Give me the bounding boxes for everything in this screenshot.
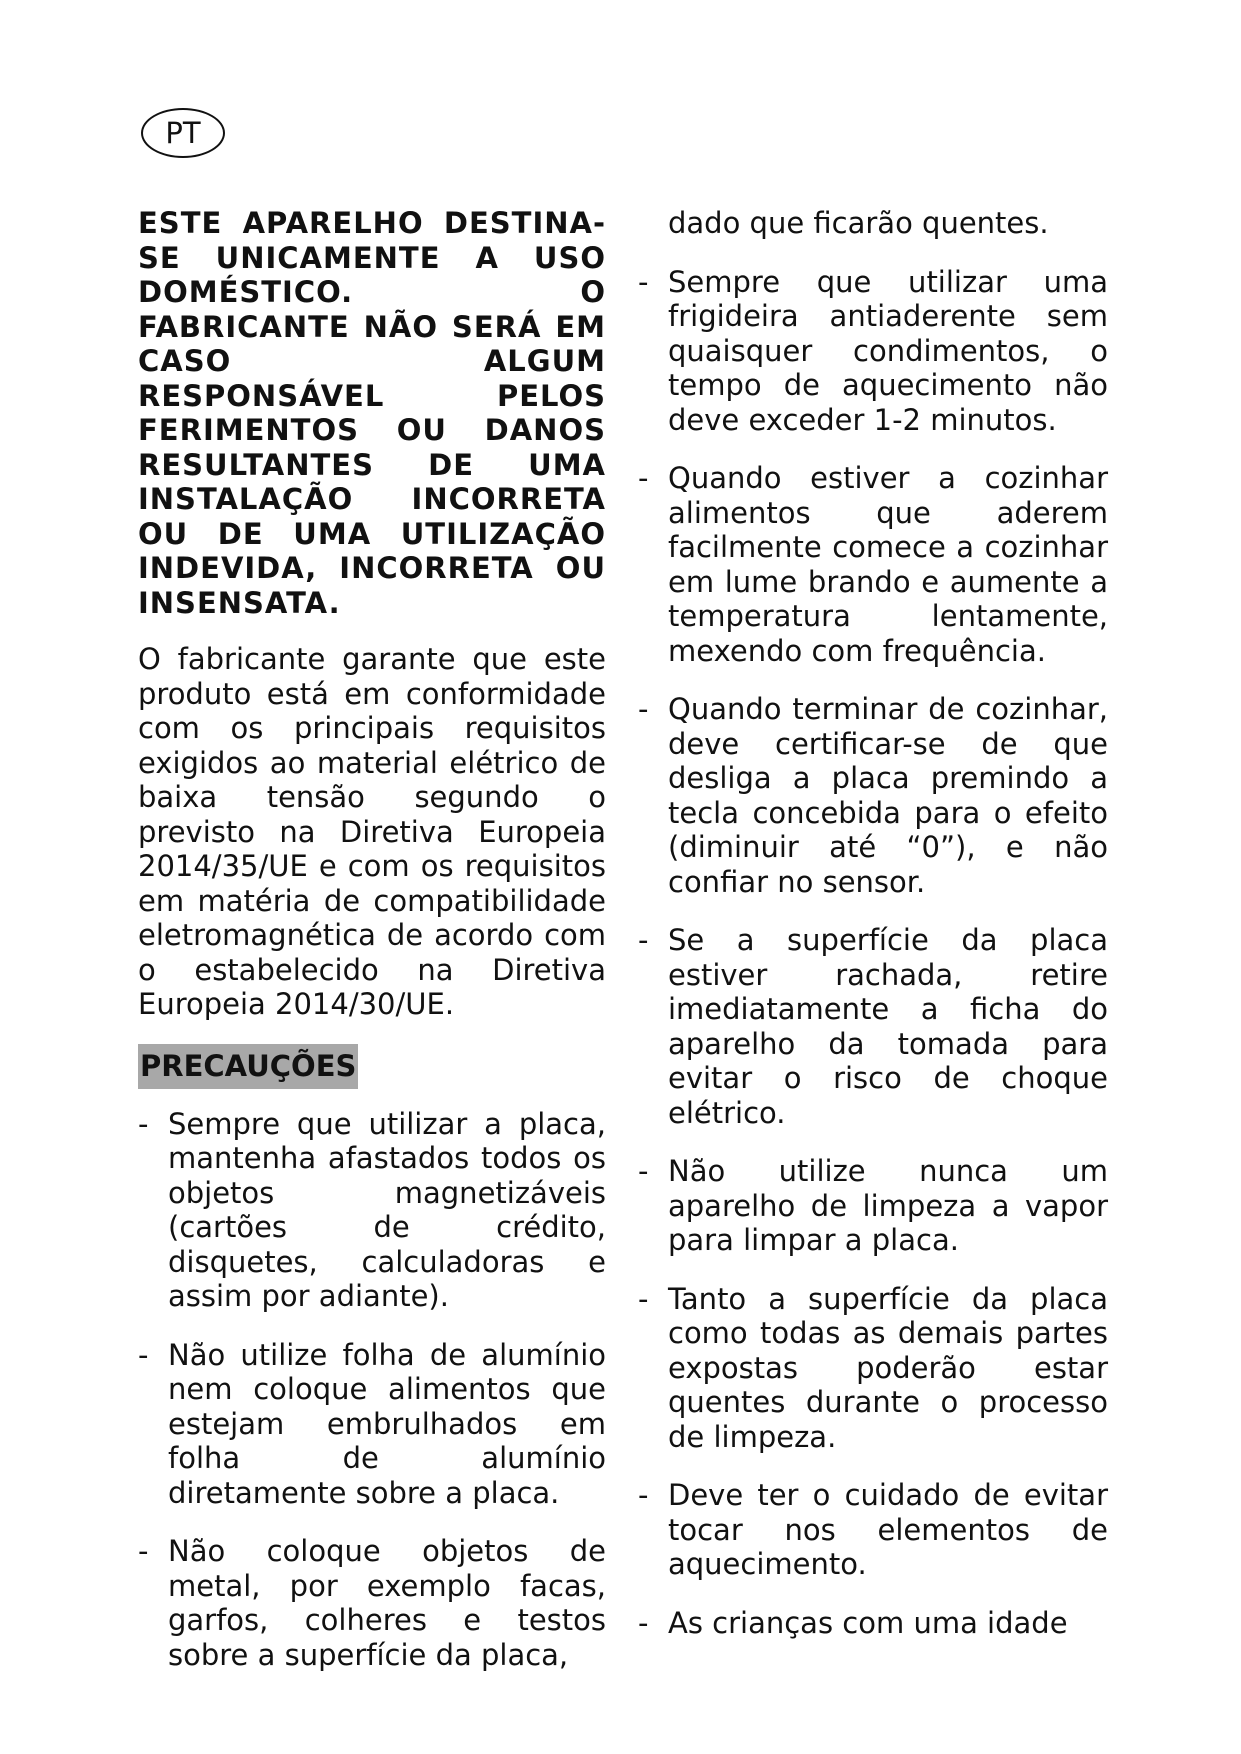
- right-column: [638, 206, 1108, 1664]
- list-item: [138, 1107, 606, 1314]
- list-item-text: Tanto a superfície da placa como todas as demais partes expostas poderão estar quentes durante o processo de limpeza.: [668, 1281, 1108, 1454]
- list-item-text: Não coloque objetos de metal, por exemplo facas, garfos, colheres e testos sobre a superfície da placa,: [168, 1534, 606, 1672]
- dash-marker: -: [138, 1106, 149, 1141]
- list-item: [638, 1478, 1108, 1582]
- conformity-paragraph: O fabricante garante que este produto está em conformidade com os principais requisitos exigidos ao material elétrico de baixa tensão segundo o previsto na Diretiva Europeia 2014/35/UE e com os requisitos em matéria de compatibilidade eletromagnética de acordo com o estabelecido na Diretiva Europeia 2014/30/UE.: [138, 642, 606, 1021]
- list-item: [638, 1606, 1108, 1641]
- domestic-use-warning: ESTE APARELHO DESTINA-SE UNICAMENTE A USO DOMÉSTICO. O FABRICANTE NÃO SERÁ EM CASO ALGUM RESPONSÁVEL PELOS FERIMENTOS OU DANOS RESULTANTES DE UMA INSTALAÇÃO INCORRETA OU DE UMA UTILIZAÇÃO INDEVIDA, INCORRETA OU INSENSATA.: [138, 206, 606, 620]
- list-item-text: Quando terminar de cozinhar, deve certificar-se de que desliga a placa premindo a tecla concebida para o efeito (diminuir até “0”), e não confiar no sensor.: [668, 692, 1108, 899]
- list-item: [638, 1154, 1108, 1258]
- list-item-continuation: dado que ficarão quentes.: [668, 206, 1049, 240]
- dash-marker: -: [638, 923, 649, 957]
- dash-marker: -: [638, 1605, 649, 1640]
- list-item-text: As crianças com uma idade: [668, 1605, 1068, 1640]
- dash-marker: -: [638, 1281, 649, 1316]
- list-item: [638, 923, 1108, 1130]
- list-item-text: Quando estiver a cozinhar alimentos que aderem facilmente comece a cozinhar em lume brando e aumente a temperatura lentamente, mexendo com frequência.: [668, 461, 1108, 668]
- dash-marker: -: [138, 1337, 149, 1372]
- list-item: [638, 692, 1108, 899]
- dash-marker: -: [638, 264, 649, 299]
- list-item-text: Não utilize nunca um aparelho de limpeza a vapor para limpar a placa.: [668, 1154, 1108, 1257]
- language-badge: PT: [141, 108, 225, 158]
- list-item: [638, 265, 1108, 438]
- dash-marker: -: [638, 461, 649, 495]
- dash-marker: -: [638, 1154, 649, 1188]
- dash-marker: -: [638, 692, 649, 726]
- dash-marker: -: [638, 1478, 649, 1512]
- list-item: [138, 1338, 606, 1511]
- section-title-precautions: PRECAUÇÕES: [138, 1044, 358, 1089]
- list-item-text: Sempre que utilizar uma frigideira antiaderente sem quaisquer condimentos, o tempo de aquecimento não deve exceder 1-2 minutos.: [668, 264, 1108, 437]
- list-item-text: Deve ter o cuidado de evitar tocar nos elementos de aquecimento.: [668, 1478, 1108, 1581]
- dash-marker: -: [138, 1534, 149, 1568]
- precautions-list-left: [138, 1107, 606, 1673]
- list-item: [638, 1282, 1108, 1455]
- list-item: [138, 1534, 606, 1672]
- left-column: [138, 206, 606, 1696]
- list-item: [638, 461, 1108, 668]
- list-item-text: Sempre que utilizar a placa, mantenha afastados todos os objetos magnetizáveis (cartões de crédito, disquetes, calculadoras e assim por adiante).: [168, 1106, 606, 1313]
- list-item-text: Se a superfície da placa estiver rachada, retire imediatamente a ficha do aparelho da tomada para evitar o risco de choque elétrico.: [668, 923, 1108, 1130]
- precautions-list-right: [638, 265, 1108, 1641]
- list-item-text: Não utilize folha de alumínio nem coloque alimentos que estejam embrulhados em folha de alumínio diretamente sobre a placa.: [168, 1337, 606, 1510]
